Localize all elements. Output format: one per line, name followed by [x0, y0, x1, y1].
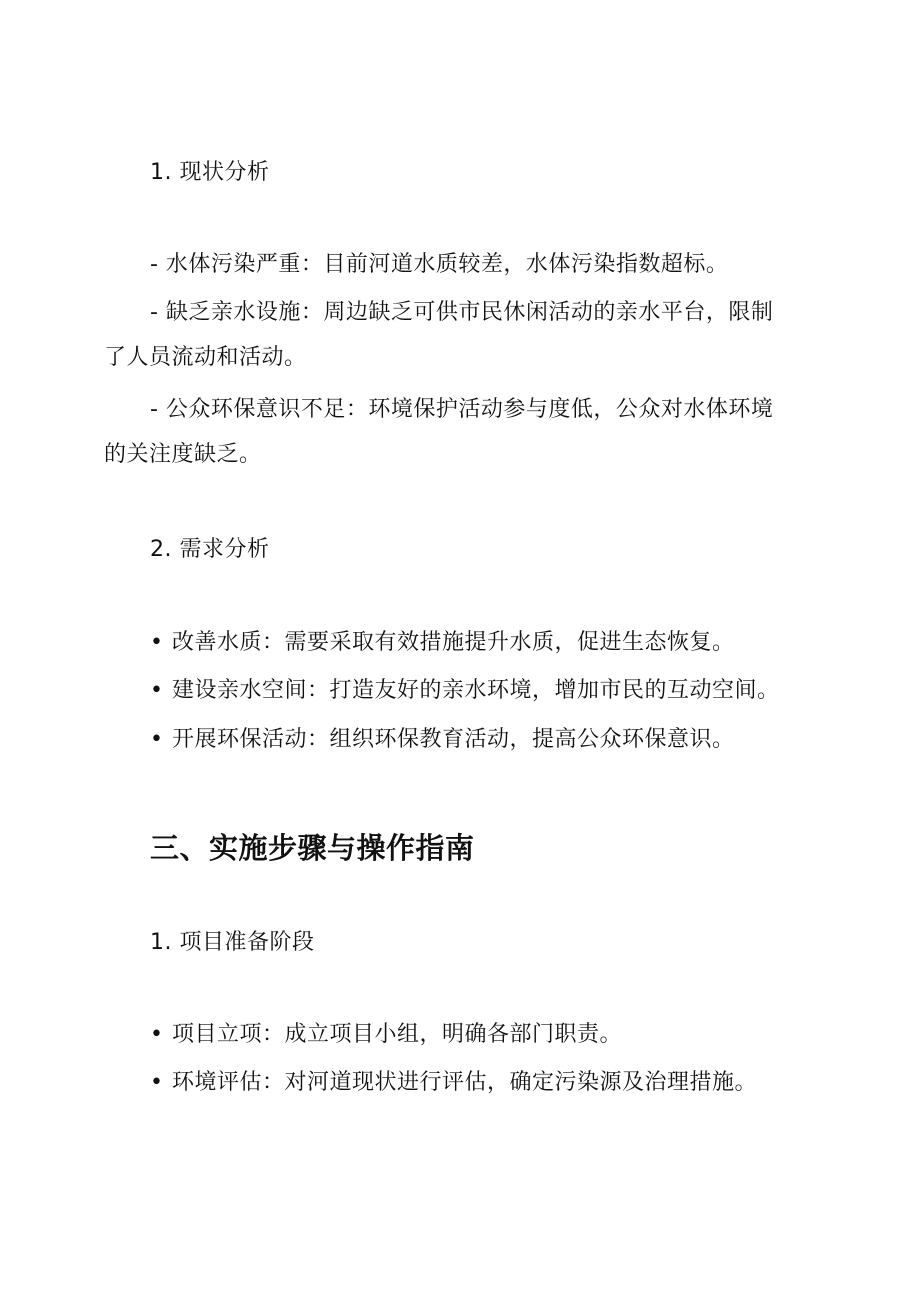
- list-item-text: 开展环保活动：组织环保教育活动，提高公众环保意识。: [172, 727, 735, 752]
- list-item-text: 项目立项：成立项目小组，明确各部门职责。: [172, 1022, 623, 1047]
- bullet-icon: •: [150, 1022, 164, 1047]
- paragraph-water-pollution: - 水体污染严重：目前河道水质较差，水体污染指数超标。: [150, 252, 729, 277]
- paragraph-lack-facilities-line2: 了人员流动和活动。: [104, 345, 307, 370]
- list-item-text: 改善水质：需要采取有效措施提升水质，促进生态恢复。: [172, 630, 735, 655]
- bullet-icon: •: [150, 630, 164, 655]
- list-item-text: 建设亲水空间：打造友好的亲水环境，增加市民的互动空间。: [172, 678, 780, 703]
- list-item: [150, 1068, 757, 1098]
- section-heading-current-status: 1. 现状分析: [150, 160, 270, 185]
- list-item-text: 环境评估：对河道现状进行评估，确定污染源及治理措施。: [172, 1070, 758, 1095]
- list-item: [150, 676, 780, 706]
- paragraph-public-awareness-line2: 的关注度缺乏。: [104, 442, 262, 467]
- list-item: [150, 628, 735, 658]
- list-item: [150, 725, 735, 755]
- section-heading-needs: 2. 需求分析: [150, 537, 270, 562]
- bullet-icon: •: [150, 678, 164, 703]
- paragraph-lack-facilities-line1: - 缺乏亲水设施：周边缺乏可供市民休闲活动的亲水平台，限制: [150, 300, 774, 325]
- paragraph-public-awareness-line1: - 公众环保意识不足：环境保护活动参与度低，公众对水体环境: [150, 397, 774, 422]
- section-heading-preparation: 1. 项目准备阶段: [150, 930, 315, 955]
- bullet-icon: •: [150, 1070, 164, 1095]
- chapter-title: 三、实施步骤与操作指南: [150, 831, 475, 865]
- list-item: [150, 1020, 622, 1050]
- bullet-icon: •: [150, 727, 164, 752]
